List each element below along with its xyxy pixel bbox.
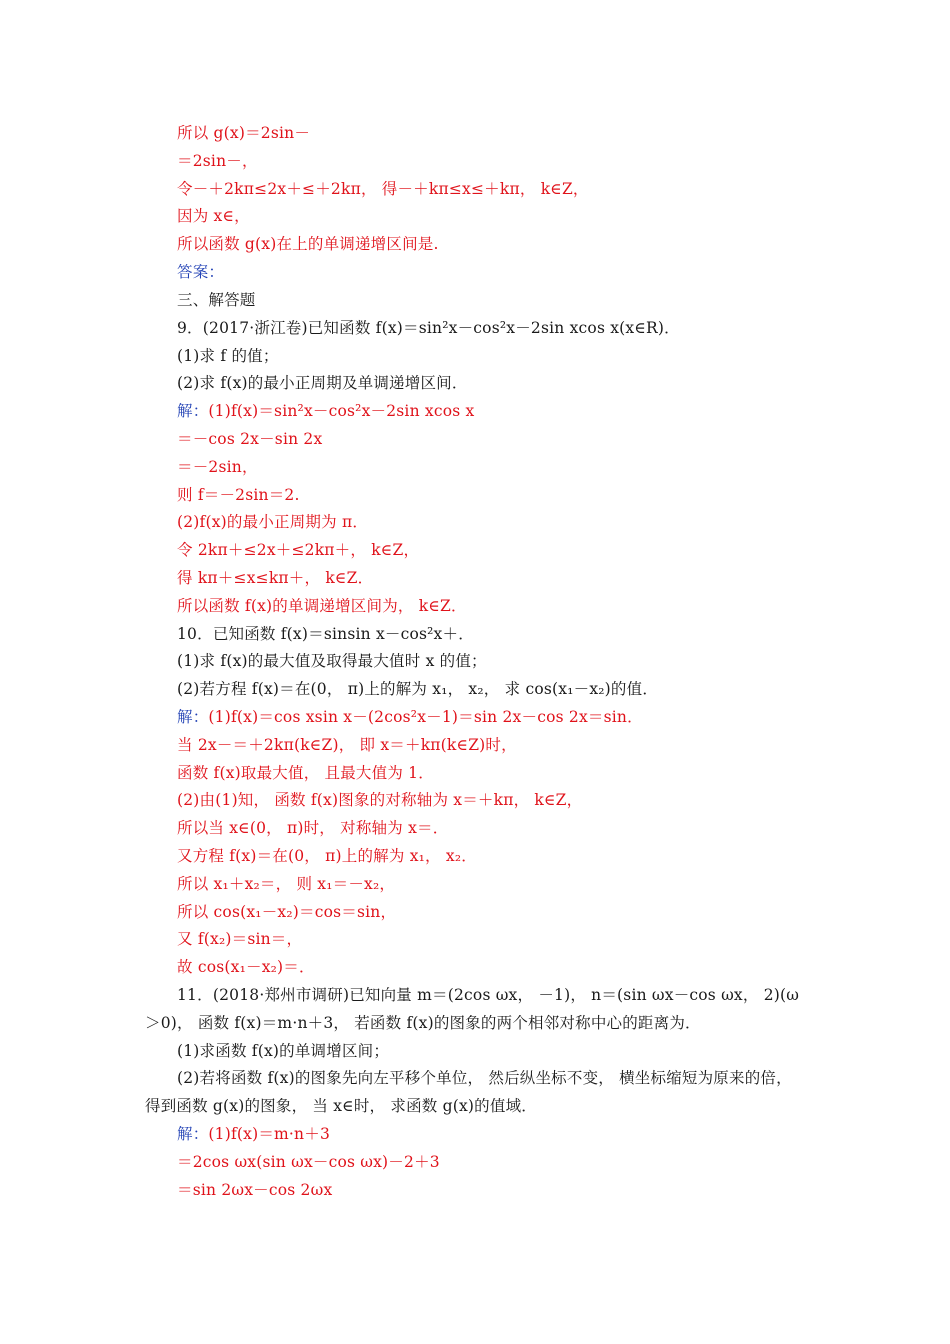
text-line: 又 f(x₂)＝sin＝， (177, 930, 303, 948)
problem-part: (2)求 f(x)的最小正周期及单调递增区间． (177, 374, 468, 392)
text-line: (2)由(1)知， 函数 f(x)图象的对称轴为 x＝＋kπ， k∈Z， (177, 791, 583, 809)
text-line: 又方程 f(x)＝在(0， π)上的解为 x₁， x₂． (177, 847, 477, 865)
text-line: 所以当 x∈(0， π)时， 对称轴为 x＝． (177, 819, 449, 837)
text-line: 所以 x₁＋x₂＝， 则 x₁＝－x₂， (177, 875, 396, 893)
text-line: ＝－cos 2x－sin 2x (177, 430, 323, 448)
solution-label: 解： (177, 402, 209, 420)
solution-line (177, 707, 643, 727)
text-line: 故 cos(x₁－x₂)＝． (177, 958, 315, 976)
text-line: 函数 f(x)取最大值， 且最大值为 1． (177, 764, 434, 782)
problem-part: (1)求函数 f(x)的单调增区间； (177, 1042, 390, 1060)
text-line: ＝2sin－， (177, 152, 258, 170)
solution-text: (1)f(x)＝m·n＋3 (208, 1125, 331, 1143)
text-line: 因为 x∈， (177, 207, 250, 225)
text-line: ＝－2sin， (177, 458, 258, 476)
problem-part: (1)求 f 的值； (177, 347, 279, 365)
text-line: 所以 g(x)＝2sin－ (177, 124, 311, 142)
answer-label: 答案： (177, 263, 225, 281)
solution-line (177, 401, 474, 421)
solution-label: 解： (177, 708, 209, 726)
text-line: 令 2kπ＋≤2x＋≤2kπ＋， k∈Z， (177, 541, 420, 559)
text-line: 则 f＝－2sin＝2. (177, 486, 300, 504)
problem-part: (1)求 f(x)的最大值及取得最大值时 x 的值； (177, 652, 487, 670)
text-line: 所以函数 g(x)在上的单调递增区间是. (177, 235, 439, 253)
problem-statement: 10．已知函数 f(x)＝sinsin x－cos²x＋． (177, 625, 474, 643)
section-heading: 三、解答题 (177, 291, 256, 309)
text-line: ＝2cos ωx(sin ωx－cos ωx)－2＋3 (177, 1153, 440, 1171)
problem-statement: 11．(2018·郑州市调研)已知向量 m＝(2cos ωx， －1)， n＝(sin ωx－cos ωx， 2)(ω (177, 986, 800, 1004)
problem-statement: 9．(2017·浙江卷)已知函数 f(x)＝sin²x－cos²x－2sin xcos x(x∈R)． (177, 319, 680, 337)
text-line: 所以 cos(x₁－x₂)＝cos＝sin， (177, 903, 397, 921)
text-line: (2)f(x)的最小正周期为 π． (177, 513, 369, 531)
solution-label: 解： (177, 1125, 209, 1143)
text-line: 当 2x－＝＋2kπ(k∈Z)， 即 x＝＋kπ(k∈Z)时， (177, 736, 517, 754)
solution-text: (1)f(x)＝cos xsin x－(2cos²x－1)＝sin 2x－cos 2x＝sin． (208, 708, 643, 726)
text-line: 得 kπ＋≤x≤kπ＋， k∈Z． (177, 569, 374, 587)
text-line: 所以函数 f(x)的单调递增区间为， k∈Z． (177, 597, 467, 615)
problem-statement-cont: ＞0)， 函数 f(x)＝m·n＋3， 若函数 f(x)的图象的两个相邻对称中心的距离为． (145, 1014, 701, 1032)
text-line: 令－＋2kπ≤2x＋≤＋2kπ， 得－＋kπ≤x≤＋kπ， k∈Z， (177, 180, 589, 198)
problem-part: (2)若将函数 f(x)的图象先向左平移个单位， 然后纵坐标不变， 横坐标缩短为原来的倍， (177, 1069, 792, 1087)
problem-part: (2)若方程 f(x)＝在(0， π)上的解为 x₁， x₂， 求 cos(x₁－x₂)的值． (177, 680, 659, 698)
solution-text: (1)f(x)＝sin²x－cos²x－2sin xcos x (208, 402, 475, 420)
solution-line (177, 1124, 330, 1144)
problem-part-cont: 得到函数 g(x)的图象， 当 x∈时， 求函数 g(x)的值域． (145, 1097, 537, 1115)
text-line: ＝sin 2ωx－cos 2ωx (177, 1181, 333, 1199)
